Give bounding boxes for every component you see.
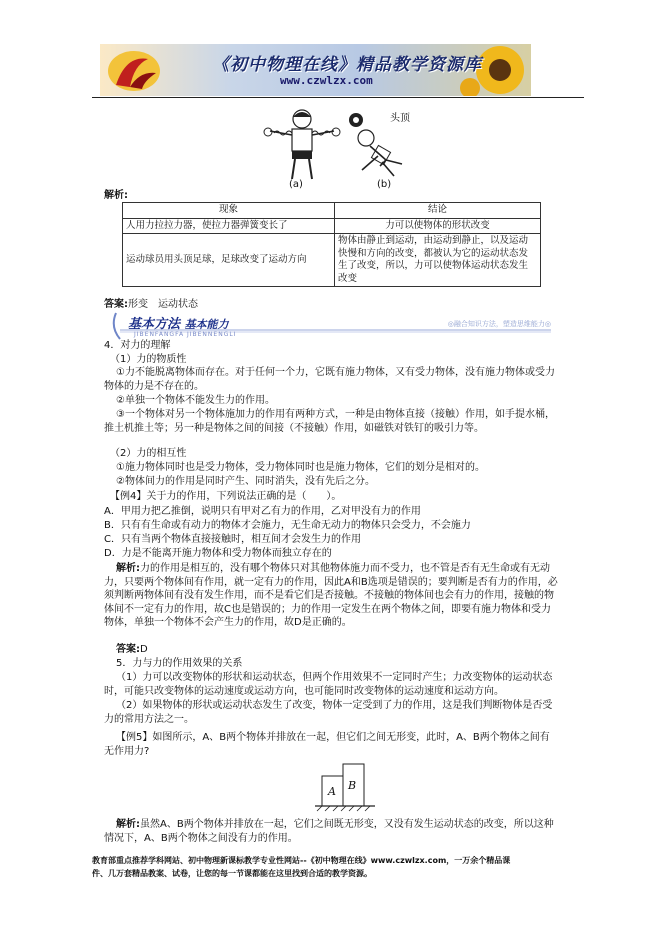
ex5-analysis xyxy=(104,818,559,845)
s4-p3: ③一个物体对另一个物体施加力的作用有两种方式，一种是由物体直接（接触）作用，如手提水桶，推土机推土等；另一种是物体之间的间接（不接触）作用，如磁铁对铁钉的吸引力等。 xyxy=(104,409,555,434)
footer-line-1: 教育部重点推荐学科网站、初中物理新课标教学专业性网站--《初中物理在线》www.czwlzx.com，一万余个精品课 xyxy=(92,856,511,865)
table-cell-conclusion-2: 物体由静止到运动，由运动到静止，以及运动快慢和方向的改变，都被认为它的运动状态发生了改变，所以，力可以使物体运动状态发生改变 xyxy=(335,234,541,287)
ex5-analysis-label: 解析: xyxy=(116,819,140,830)
table-header-conclusion: 结论 xyxy=(335,203,541,219)
ex4-option-c: C．只有当两个物体直接接触时，相互间才会发生力的作用 xyxy=(104,534,361,545)
block-b-label: B xyxy=(348,779,357,792)
s4-p1: ①力不能脱离物体而存在。对于任何一个力，它既有施力物体，又有受力物体，没有施力物体或受力物体的力是不存在的。 xyxy=(104,367,555,392)
answer-1 xyxy=(104,298,198,311)
table-header-phenomenon: 现象 xyxy=(123,203,335,219)
answer-1-text: 形变 运动状态 xyxy=(128,299,198,310)
banner-title: 《初中物理在线》精品教学资源库 xyxy=(212,55,482,75)
block-a-label: A xyxy=(328,785,336,798)
ex4-analysis xyxy=(104,562,559,630)
table-cell-phenomenon-1: 人用力拉拉力器，使拉力器弹簧变长了 xyxy=(123,218,335,234)
figure-b-label: (b) xyxy=(377,179,392,190)
header-rule xyxy=(92,97,584,98)
footer-line-2: 件、几万套精品教案、试卷，让您的每一节课都能在这里找到合适的教学资源。 xyxy=(92,869,372,878)
section-title xyxy=(128,313,229,332)
s5-p2: （2）如果物体的形状或运动状态发生了改变，物体一定受到了力的作用，这是我们判断物体是否受力的常用方法之一。 xyxy=(104,700,553,725)
ex4-analysis-label: 解析: xyxy=(116,563,140,574)
ex4-option-a: A．甲用力把乙推倒，说明只有甲对乙有力的作用，乙对甲没有力的作用 xyxy=(104,506,421,517)
ex4-answer-text: D xyxy=(140,644,148,655)
section-title-second: 基本能力 xyxy=(184,318,229,331)
section-subtitle: JIBENFANGFA JIBENNENGLI xyxy=(134,331,237,338)
s4-p5: ②物体间力的作用是同时产生、同时消失，没有先后之分。 xyxy=(116,476,375,487)
analysis-label-1: 解析: xyxy=(104,190,128,201)
table-cell-conclusion-1: 力可以使物体的形状改变 xyxy=(335,218,541,234)
ex5-analysis-text: 虽然A、B两个物体并排放在一起，它们之间既无形变，又没有发生运动状态的改变，所以这种情况下，A、B两个物体之间没有力的作用。 xyxy=(104,819,554,844)
site-logo xyxy=(104,47,164,93)
ex5-question: 【例5】如图所示，A、B两个物体并排放在一起，但它们之间无形变，此时，A、B两个物体之间有无作用力? xyxy=(104,732,550,757)
section-right-text: ◎融合知识方法，塑造思维能力◎ xyxy=(447,320,551,328)
s4-p4: ①施力物体同时也是受力物体，受力物体同时也是施力物体，它们的划分是相对的。 xyxy=(116,462,485,473)
results-table xyxy=(122,202,541,287)
s4-p2: ②单独一个物体不能发生力的作用。 xyxy=(116,395,275,406)
footer xyxy=(92,854,572,880)
ex4-question: 【例4】关于力的作用，下列说法正确的是（ ）。 xyxy=(110,491,342,502)
figure-a-spring-exerciser xyxy=(262,105,342,183)
ex4-option-b: B．只有有生命或有动力的物体才会施力，无生命无动力的物体只会受力，不会施力 xyxy=(104,520,471,531)
s5-heading: 5．力与力的作用效果的关系 xyxy=(116,658,243,669)
ex4-option-d: D．力是不能离开施力物体和受力物体而独立存在的 xyxy=(104,548,332,559)
site-banner xyxy=(100,44,531,96)
banner-url[interactable]: www.czwlzx.com xyxy=(280,74,373,87)
s4-heading: 4．对力的理解 xyxy=(104,340,171,351)
s4-sub1: （1）力的物质性 xyxy=(110,354,187,365)
s5-p1: （1）力可以改变物体的形状和运动状态，但两个作用效果不一定同时产生；力改变物体的运动状态时，可能只改变物体的运动速度或运动方向，也可能同时改变物体的运动速度和运动方向。 xyxy=(104,672,553,697)
table-cell-phenomenon-2: 运动球员用头顶足球，足球改变了运动方向 xyxy=(123,234,335,287)
figure-b-caption: 头顶 xyxy=(390,113,410,124)
section-title-main: 基本方法 xyxy=(128,317,181,332)
section-header xyxy=(110,311,551,341)
s4-sub2: （2）力的相互性 xyxy=(110,448,187,459)
figure-a-label: (a) xyxy=(289,179,303,190)
ex5-blocks-figure xyxy=(315,760,375,812)
ex4-analysis-text: 力的作用是相互的，没有哪个物体只对其他物体施力而不受力，也不管是否有无生命或有无动力，只要两个物体间有作用，就一定有力的作用，因此A和B选项是错误的；要判断是否有力的作用，必须判断两物体间有没有发生作用，而不是看它们是否接触。不接触的物体间也会有力的作用，接触的物体间不一定有力的作用，故C也是错误的；力的作用一定发生在两个物体之间，即要有施力物体和受力物体，单独一个物体不会产生力的作用，故D是正确的。 xyxy=(104,563,558,628)
answer-1-label: 答案: xyxy=(104,299,128,310)
ex4-answer-label: 答案: xyxy=(116,644,140,655)
ex4-answer xyxy=(116,643,148,656)
